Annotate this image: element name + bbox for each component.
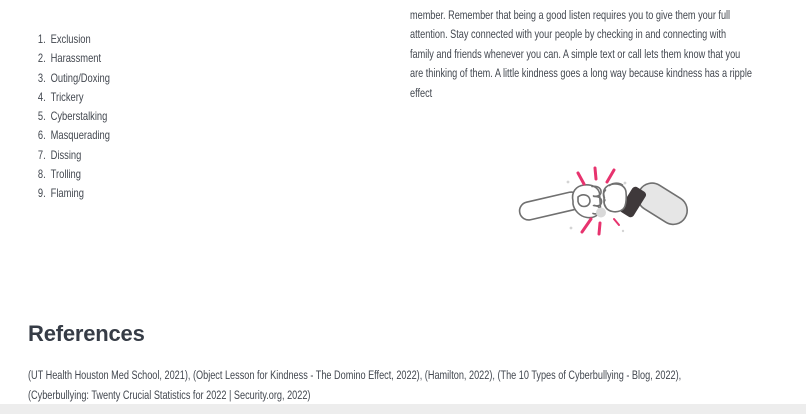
bottom-panel-edge [0, 404, 806, 414]
list-item-dissing: 7. Dissing [48, 146, 110, 165]
list-item-outing-doxing: 3. Outing/Doxing [48, 69, 110, 88]
references-heading: References [28, 321, 145, 346]
paragraph-line: family and friends whenever you can. A simple text or call lets them know that you [410, 46, 741, 61]
impact-dot [596, 208, 606, 218]
list-item-masquerading: 6. Masquerading [48, 126, 110, 145]
list-item-flaming: 9. Flaming [48, 184, 110, 203]
cyberbullying-types-list [28, 30, 110, 204]
list-item-cyberstalking: 5. Cyberstalking [48, 107, 110, 126]
paragraph-line: member. Remember that being a good listen requires you to give them your full [410, 8, 731, 22]
right-fist [603, 183, 626, 212]
list-item-trolling: 8. Trolling [48, 165, 110, 184]
list-item-exclusion: 1. Exclusion [48, 30, 110, 49]
list-item-trickery: 4. Trickery [48, 88, 110, 107]
paragraph-line: attention. Stay connected with your people by checking in and connecting with [410, 27, 727, 42]
sleeve [633, 178, 693, 230]
fist-bump-illustration [505, 140, 705, 250]
paragraph-line: are thinking of them. A little kindness goes a long way because kindness has a ripple [410, 66, 752, 81]
paragraph-line: effect [410, 85, 433, 100]
fist-bump-svg [505, 140, 705, 250]
references-text [28, 366, 681, 406]
references-line: (UT Health Houston Med School, 2021), (Object Lesson for Kindness - The Domino Effect, 2022), (Hamilton, 2022), (The 10 Types of Cyberbullying - Blog, 2022), [28, 368, 682, 382]
list-item-harassment: 2. Harassment [48, 49, 110, 68]
references-line: (Cyberbullying: Twenty Crucial Statistics for 2022 | Security.org, 2022) [28, 387, 311, 402]
kindness-paragraph [410, 6, 752, 103]
